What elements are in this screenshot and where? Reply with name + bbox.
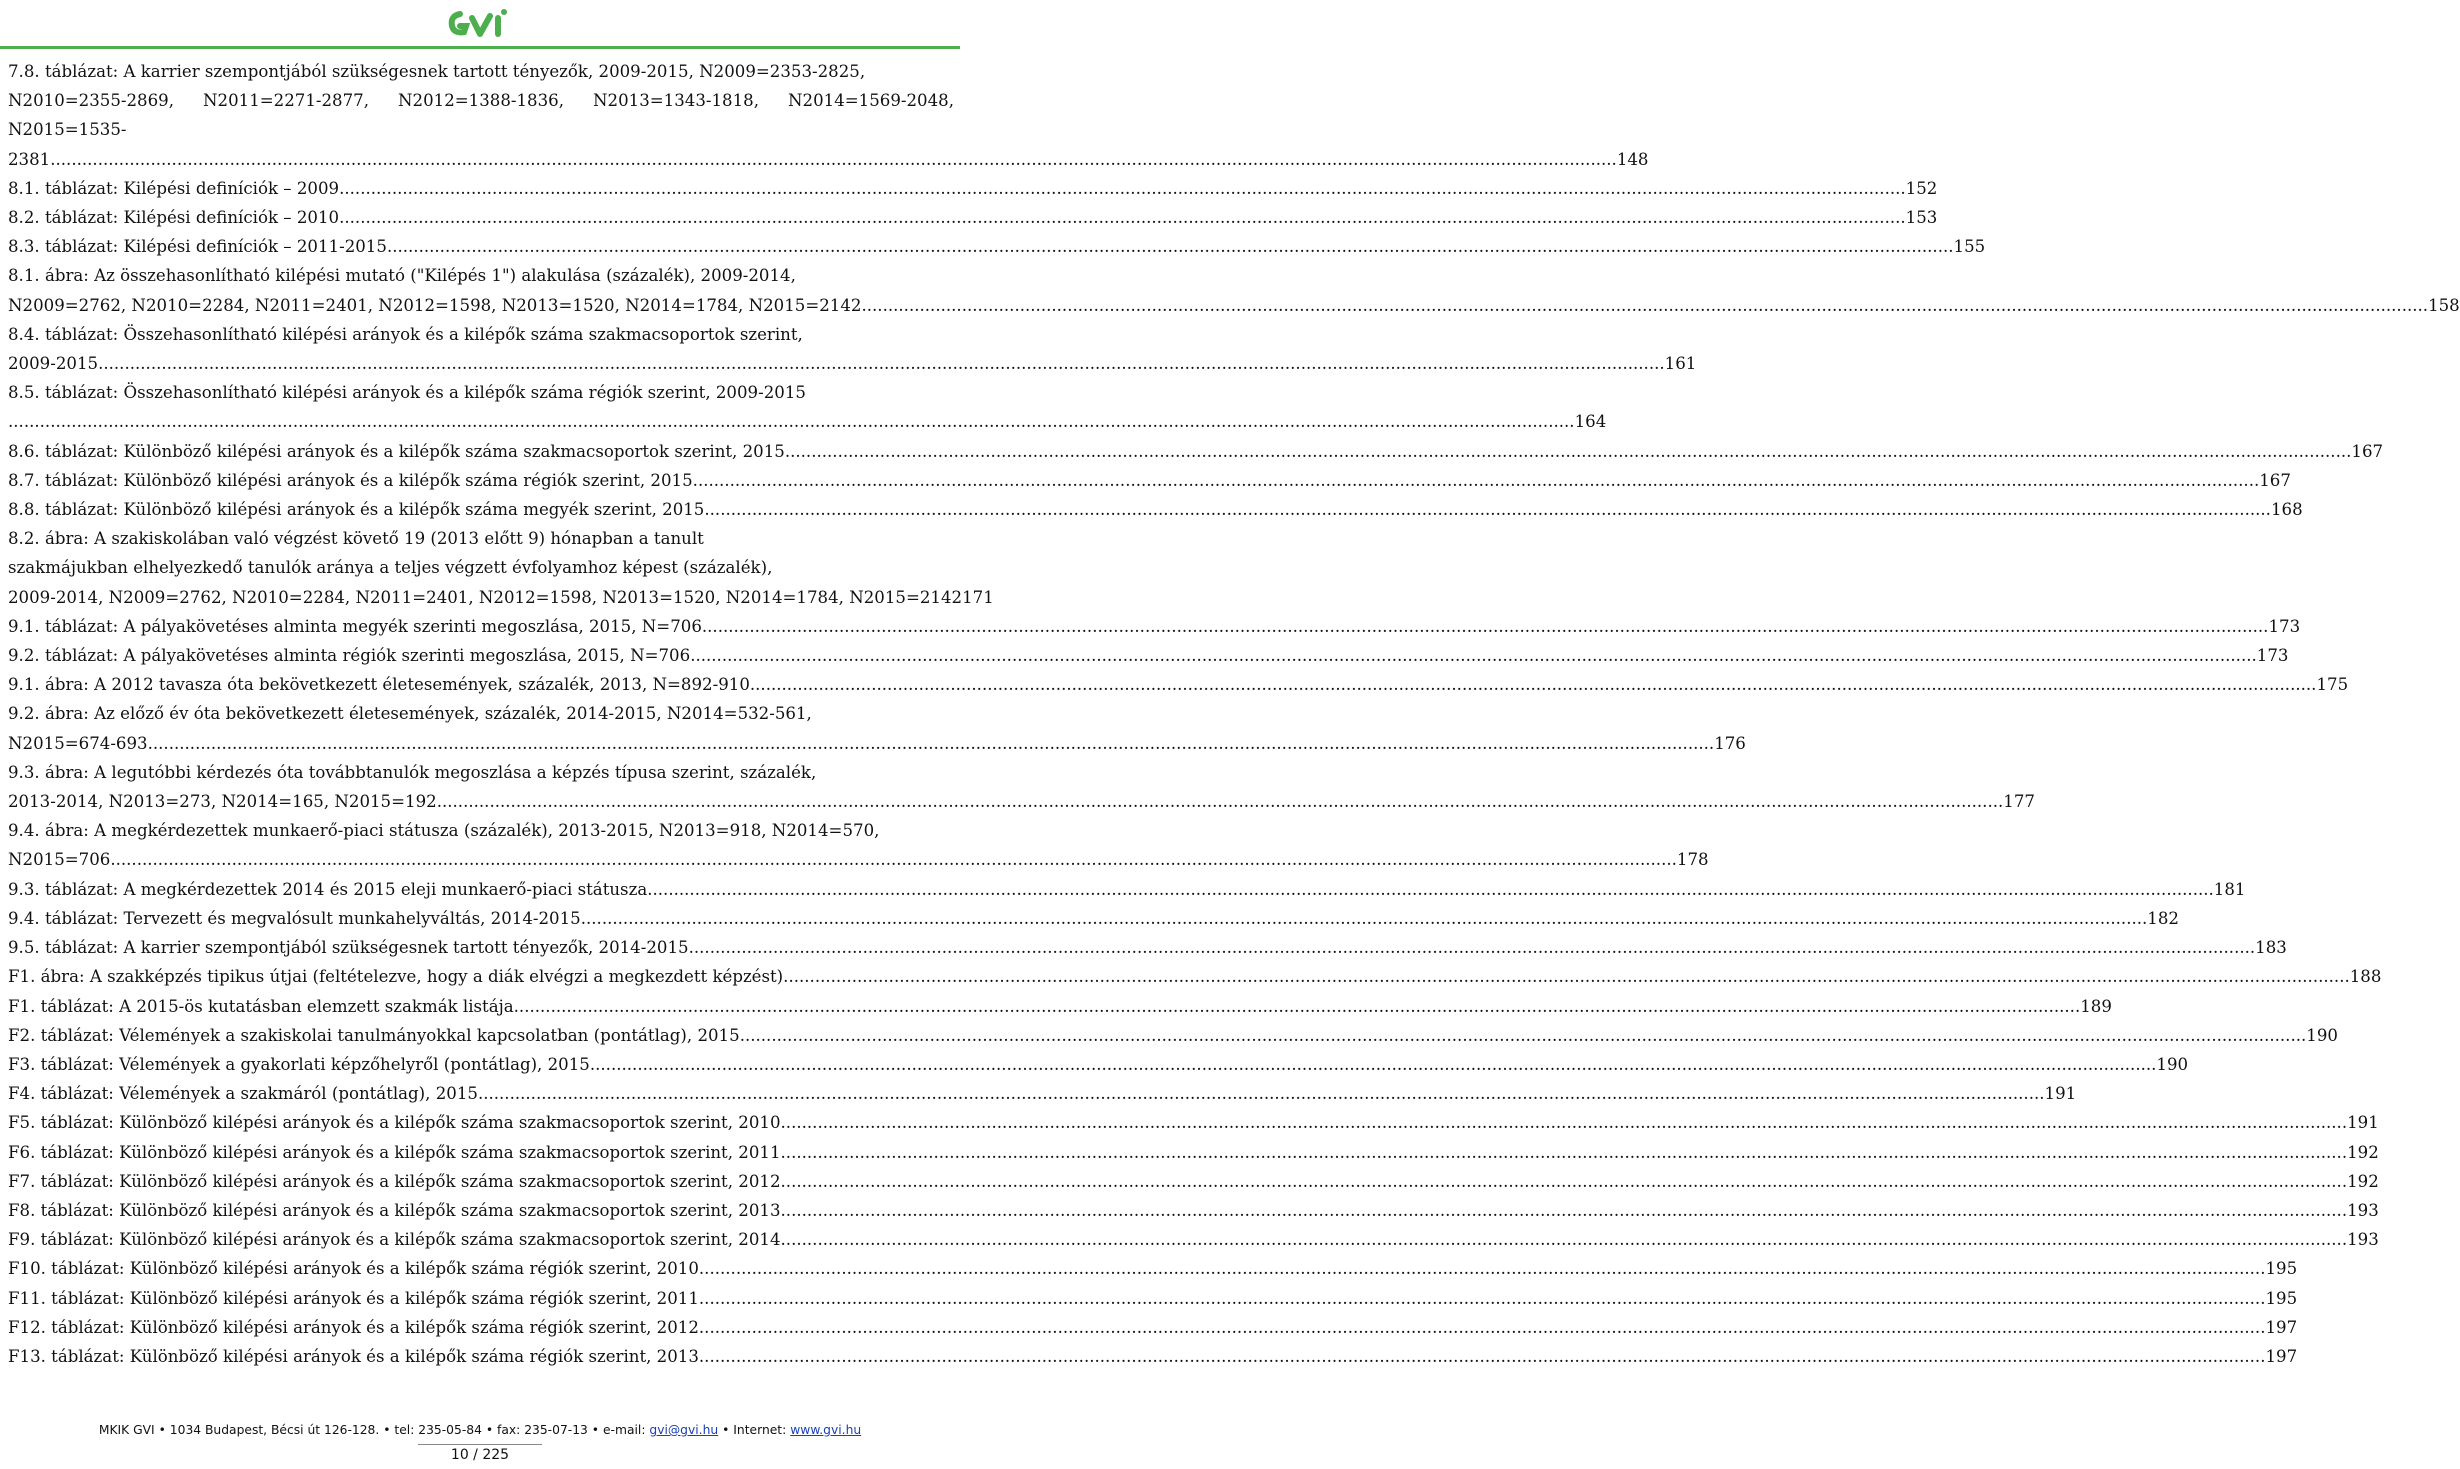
toc-entry-title: F1. ábra: A szakképzés tipikus útjai (feltételezve, hogy a diák elvégzi a megkezdett képzést) [8, 967, 784, 987]
toc-page-number: 153 [1905, 208, 1938, 228]
toc-entry-title: 9.1. táblázat: A pályakövetéses alminta megyék szerinti megoszlása, 2015, N=706 [8, 616, 702, 636]
toc-entry[interactable] [8, 232, 1986, 261]
toc-entry[interactable] [8, 524, 994, 612]
toc-entry-title: 9.1. ábra: A 2012 tavasza óta bekövetkezett életesemények, százalék, 2013, N=892-910 [8, 675, 750, 695]
toc-entry[interactable] [8, 816, 1709, 874]
toc-leader-dots [387, 232, 1954, 261]
toc-entry-title: 8.7. táblázat: Különböző kilépési arányok és a kilépők száma régiók szerint, 2015 [8, 470, 693, 490]
toc-entry[interactable] [8, 699, 1746, 757]
toc-entry-title: F6. táblázat: Különböző kilépési arányok és a kilépők száma szakmacsoportok szerint, 2011 [8, 1142, 781, 1162]
toc-page-number: 197 [2265, 1346, 2298, 1366]
toc-page-number: 195 [2265, 1288, 2298, 1308]
footer-email-link[interactable]: gvi@gvi.hu [649, 1423, 719, 1437]
toc-entry-title: N2015=706 [8, 850, 111, 870]
toc-page-number: 173 [2256, 646, 2289, 666]
toc-entry[interactable] [8, 875, 2246, 904]
toc-page-number: 195 [2265, 1259, 2298, 1279]
toc-entry-title: F9. táblázat: Különböző kilépési arányok és a kilépők száma szakmacsoportok szerint, 2014 [8, 1230, 781, 1250]
toc-leader-dots [781, 1138, 2348, 1167]
footer-org: MKIK GVI [98, 1423, 155, 1437]
footer-tel: tel: 235-05-84 [394, 1423, 482, 1437]
toc-entry-title: F13. táblázat: Különböző kilépési arányok és a kilépők száma régiók szerint, 2013 [8, 1346, 699, 1366]
toc-entry[interactable] [8, 904, 2179, 933]
toc-entry-line: 7.8. táblázat: A karrier szempontjából szükségesnek tartott tényezők, 2009-2015, N2009=2353-2825, [8, 62, 866, 81]
toc-entry-title: 9.4. táblázat: Tervezett és megvalósult munkahelyváltás, 2014-2015 [8, 908, 581, 928]
toc-page-number: 176 [1714, 733, 1746, 753]
toc-page-number: 167 [2259, 470, 2291, 490]
toc-entry[interactable] [8, 1108, 2379, 1137]
toc-page-number: 193 [2347, 1230, 2379, 1250]
toc-entry-title: 9.5. táblázat: A karrier szempontjából szükségesnek tartott tényezők, 2014-2015 [8, 938, 689, 958]
toc-leader-dots [740, 1021, 2307, 1050]
toc-entry-title: F5. táblázat: Különböző kilépési arányok és a kilépők száma szakmacsoportok szerint, 2010 [8, 1113, 781, 1133]
toc-entry[interactable] [8, 1254, 2298, 1283]
toc-page-number: 183 [2255, 938, 2287, 958]
toc-leader-dots [110, 845, 1677, 874]
toc-entry[interactable] [8, 261, 2460, 319]
toc-entry-line: 9.3. ábra: A legutóbbi kérdezés óta továbbtanulók megoszlása a képzés típusa szerint, százalék, [8, 762, 817, 782]
toc-page-number: 189 [2080, 996, 2112, 1016]
toc-entry[interactable] [8, 1021, 2338, 1050]
page-number-rule [418, 1444, 542, 1445]
toc-entry-line: 8.5. táblázat: Összehasonlítható kilépési arányok és a kilépők száma régiók szerint, 2009-2015 [8, 383, 806, 403]
toc-page-number: 191 [2044, 1084, 2077, 1104]
page-number: 10 / 225 [450, 1447, 510, 1463]
footer-web-link[interactable]: www.gvi.hu [790, 1423, 862, 1437]
toc-page-number: 181 [2213, 879, 2246, 899]
toc-entry[interactable] [8, 962, 2382, 991]
toc-page-number: 192 [2347, 1142, 2379, 1162]
toc-leader-dots [689, 933, 2256, 962]
toc-entry-title: F11. táblázat: Különböző kilépési arányok és a kilépők száma régiók szerint, 2011 [8, 1288, 699, 1308]
toc-leader-dots [699, 1313, 2266, 1342]
toc-entry[interactable] [8, 1167, 2379, 1196]
toc-entry[interactable] [8, 992, 2112, 1021]
toc-page-number: 190 [2306, 1025, 2338, 1045]
toc-entry[interactable] [8, 612, 2301, 641]
toc-entry[interactable] [8, 1196, 2379, 1225]
toc-page-number: 182 [2147, 908, 2179, 928]
toc-page-number: 190 [2156, 1054, 2189, 1074]
toc-leader-dots [699, 1284, 2266, 1313]
toc-leader-dots [437, 787, 2004, 816]
toc-page-number: 167 [2351, 441, 2384, 461]
header-rule [0, 46, 960, 49]
toc-entry-title: 8.8. táblázat: Különböző kilépési arányok és a kilépők száma megyék szerint, 2015 [8, 500, 705, 520]
toc-leader-dots [785, 437, 2352, 466]
toc-entry[interactable] [8, 174, 1938, 203]
toc-page-number: 197 [2265, 1317, 2298, 1337]
toc-entry-title: 8.6. táblázat: Különböző kilépési arányok és a kilépők száma szakmacsoportok szerint, 2015 [8, 441, 785, 461]
toc-entry-title: F10. táblázat: Különböző kilépési arányok és a kilépők száma régiók szerint, 2010 [8, 1259, 699, 1279]
toc-leader-dots [702, 612, 2269, 641]
toc-page-number: 188 [2349, 967, 2382, 987]
toc-entry-title: 2013-2014, N2013=273, N2014=165, N2015=192 [8, 792, 437, 812]
gvi-logo [446, 4, 516, 44]
toc-entry-title: F3. táblázat: Vélemények a gyakorlati képzőhelyről (pontátlag), 2015 [8, 1054, 590, 1074]
toc-entry[interactable] [8, 437, 2384, 466]
toc-page-number: 161 [1664, 354, 1697, 374]
toc-leader-dots [590, 1050, 2157, 1079]
toc-entry[interactable] [8, 495, 2303, 524]
toc-page-number: 155 [1953, 237, 1986, 257]
toc-entry-title: 2009-2015 [8, 354, 99, 374]
toc-entry-line: 8.2. ábra: A szakiskolában való végzést követő 19 (2013 előtt 9) hónapban a tanult [8, 529, 704, 549]
toc-entry-line: 8.1. ábra: Az összehasonlítható kilépési mutató ("Kilépés 1") alakulása (százalék), 2009-2014, [8, 266, 796, 286]
toc-leader-dots [339, 203, 1906, 232]
toc-leader-dots [478, 1079, 2045, 1108]
toc-leader-dots [647, 875, 2214, 904]
toc-entry[interactable] [8, 203, 1938, 232]
toc-entry-line: 9.2. ábra: Az előző év óta bekövetkezett életesemények, százalék, 2014-2015, N2014=532-561, [8, 704, 812, 724]
toc-entry-title: 8.3. táblázat: Kilépési definíciók – 2011-2015 [8, 237, 387, 257]
footer-separator: • [158, 1423, 166, 1437]
toc-page-number: 193 [2347, 1200, 2379, 1220]
toc-entry[interactable] [8, 1079, 2077, 1108]
toc-leader-dots [781, 1196, 2348, 1225]
table-of-contents [8, 57, 2460, 1371]
toc-leader-dots [781, 1108, 2348, 1137]
toc-entry-line: N2010=2355-2869, N2011=2271-2877, N2012=1388-1836, N2013=1343-1818, N2014=1569-2048, N2015=1535- [8, 91, 954, 140]
footer-fax: fax: 235-07-13 [497, 1423, 588, 1437]
toc-entry-title: F4. táblázat: Vélemények a szakmáról (pontátlag), 2015 [8, 1084, 478, 1104]
toc-leader-dots [781, 1225, 2348, 1254]
toc-page-number: 152 [1905, 178, 1938, 198]
toc-entry[interactable] [8, 466, 2291, 495]
toc-entry-title: 9.2. táblázat: A pályakövetéses alminta régiók szerinti megoszlása, 2015, N=706 [8, 646, 691, 666]
toc-page-number: 158 [2428, 295, 2460, 315]
toc-leader-dots [8, 407, 1575, 436]
toc-leader-dots [693, 466, 2260, 495]
toc-entry[interactable] [8, 320, 1697, 378]
toc-entry[interactable] [8, 1225, 2379, 1254]
toc-page-number: 177 [2003, 792, 2035, 812]
toc-leader-dots [781, 1167, 2348, 1196]
toc-leader-dots [783, 962, 2350, 991]
toc-page-number: 191 [2347, 1113, 2379, 1133]
toc-leader-dots [50, 145, 1617, 174]
toc-entry-title: 8.2. táblázat: Kilépési definíciók – 2010 [8, 208, 340, 228]
toc-page-number: 171 [962, 587, 994, 607]
toc-entry[interactable] [8, 57, 1649, 174]
toc-entry[interactable] [8, 1138, 2379, 1167]
toc-leader-dots [514, 992, 2081, 1021]
footer-separator: • [485, 1423, 494, 1437]
footer-address: 1034 Budapest, Bécsi út 126-128. [169, 1423, 380, 1437]
toc-leader-dots [148, 729, 1715, 758]
toc-leader-dots [699, 1254, 2266, 1283]
toc-page-number: 164 [1574, 412, 1607, 432]
toc-page-number: 178 [1676, 850, 1709, 870]
toc-leader-dots [699, 1342, 2266, 1371]
toc-page-number: 168 [2270, 500, 2303, 520]
footer-email-label: e-mail: [602, 1423, 646, 1437]
toc-entry-title: 9.3. táblázat: A megkérdezettek 2014 és 2015 eleji munkaerő-piaci státusza [8, 879, 648, 899]
toc-entry[interactable] [8, 933, 2287, 962]
toc-entry[interactable] [8, 670, 2349, 699]
toc-page-number: 148 [1616, 149, 1649, 169]
footer-separator: • [383, 1423, 391, 1437]
toc-entry[interactable] [8, 641, 2289, 670]
toc-page-number: 192 [2347, 1171, 2379, 1191]
toc-page-number: 175 [2316, 675, 2349, 695]
toc-leader-dots [690, 641, 2257, 670]
toc-entry-title: N2015=674-693 [8, 733, 148, 753]
toc-entry-title: F8. táblázat: Különböző kilépési arányok és a kilépők száma szakmacsoportok szerint, 2013 [8, 1200, 781, 1220]
toc-entry-title: 8.1. táblázat: Kilépési definíciók – 2009 [8, 178, 340, 198]
footer [0, 1423, 960, 1437]
toc-entry-line: 9.4. ábra: A megkérdezettek munkaerő-piaci státusza (százalék), 2013-2015, N2013=918, N2014=570, [8, 821, 880, 841]
toc-entry[interactable] [8, 1284, 2298, 1313]
footer-separator: • [591, 1423, 600, 1437]
toc-leader-dots [581, 904, 2148, 933]
toc-entry-title: F1. táblázat: A 2015-ös kutatásban elemzett szakmák listája [8, 996, 514, 1016]
toc-entry-title: N2009=2762, N2010=2284, N2011=2401, N2012=1598, N2013=1520, N2014=1784, N2015=2142 [8, 295, 862, 315]
toc-page-number: 173 [2268, 616, 2301, 636]
toc-entry[interactable] [8, 1050, 2189, 1079]
toc-entry-title: F2. táblázat: Vélemények a szakiskolai tanulmányokkal kapcsolatban (pontátlag), 2015 [8, 1025, 740, 1045]
toc-leader-dots [98, 349, 1665, 378]
toc-leader-dots [704, 495, 2271, 524]
toc-entry-line: 8.4. táblázat: Összehasonlítható kilépési arányok és a kilépők száma szakmacsoportok szerint, [8, 324, 803, 344]
toc-entry-title: F12. táblázat: Különböző kilépési arányok és a kilépők száma régiók szerint, 2012 [8, 1317, 699, 1337]
toc-entry-line: szakmájukban elhelyezkedő tanulók aránya a teljes végzett évfolyamhoz képest (százalék), [8, 558, 773, 578]
footer-separator: • [722, 1423, 730, 1437]
toc-leader-dots [339, 174, 1906, 203]
toc-entry-title: 2381 [8, 149, 51, 169]
toc-entry[interactable] [8, 378, 1607, 436]
toc-entry-title: F7. táblázat: Különböző kilépési arányok és a kilépők száma szakmacsoportok szerint, 2012 [8, 1171, 781, 1191]
toc-leader-dots [861, 291, 2428, 320]
toc-leader-dots [750, 670, 2317, 699]
toc-entry[interactable] [8, 758, 2035, 816]
toc-entry-title: 2009-2014, N2009=2762, N2010=2284, N2011=2401, N2012=1598, N2013=1520, N2014=1784, N2015=2142 [8, 587, 963, 607]
toc-entry[interactable] [8, 1342, 2298, 1371]
toc-entry[interactable] [8, 1313, 2298, 1342]
footer-web-label: Internet: [733, 1423, 787, 1437]
